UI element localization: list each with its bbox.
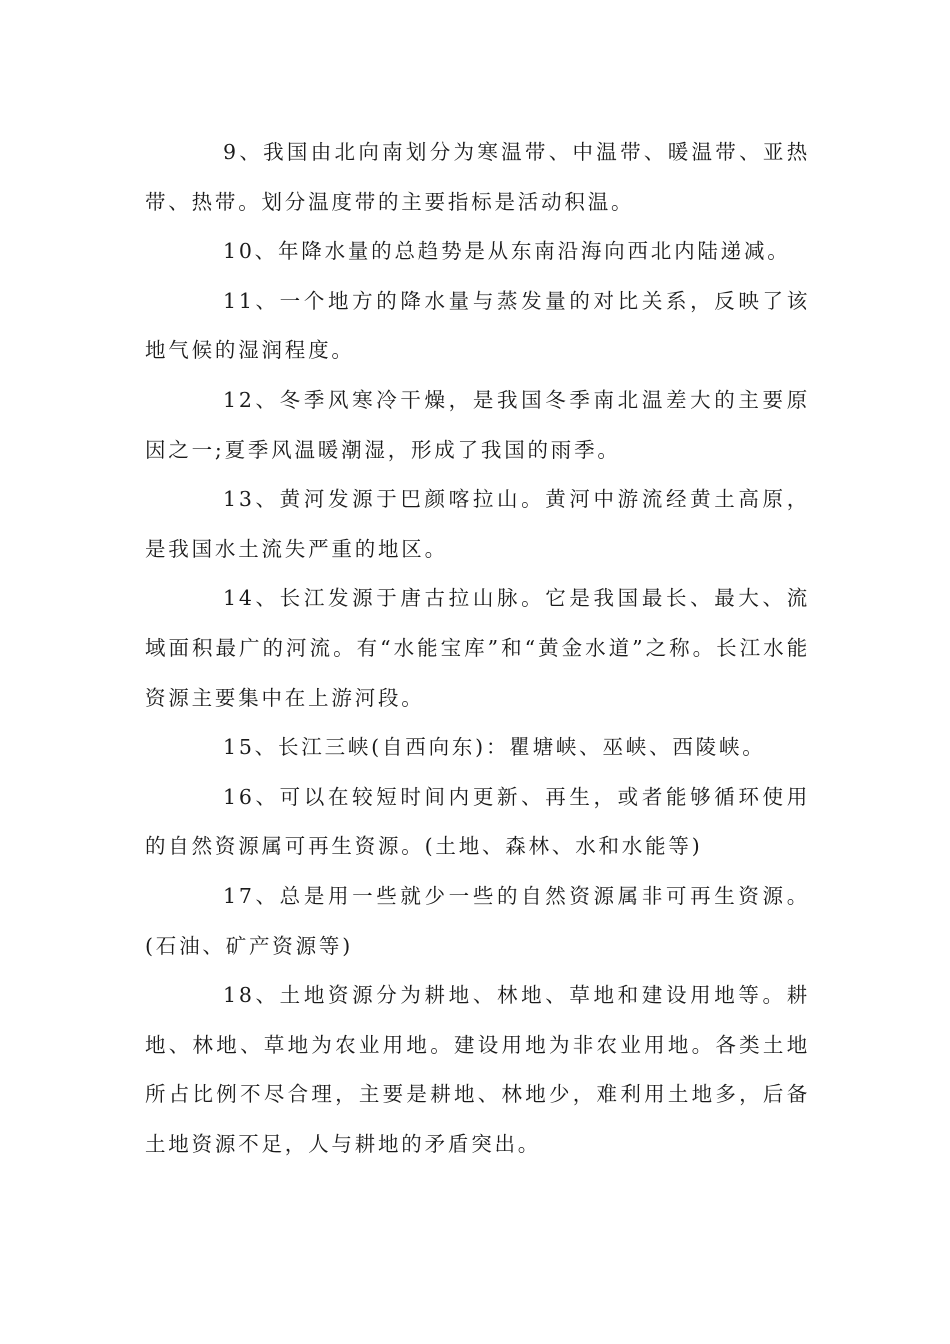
paragraph-14: 14、长江发源于唐古拉山脉。它是我国最长、最大、流域面积最广的河流。有“水能宝库”和“黄金水道”之称。长江水能资源主要集中在上游河段。	[145, 586, 810, 710]
document-body	[145, 128, 810, 1169]
paragraph-12: 12、冬季风寒冷干燥，是我国冬季南北温差大的主要原因之一;夏季风温暖潮湿，形成了我国的雨季。	[145, 387, 810, 462]
paragraph-18: 18、土地资源分为耕地、林地、草地和建设用地等。耕地、林地、草地为农业用地。建设用地为非农业用地。各类土地所占比例不尽合理，主要是耕地、林地少，难利用土地多，后备土地资源不足，人与耕地的矛盾突出。	[145, 983, 810, 1156]
paragraph-9: 9、我国由北向南划分为寒温带、中温带、暖温带、亚热带、热带。划分温度带的主要指标是活动积温。	[145, 140, 810, 214]
paragraph-15: 15、长江三峡(自西向东)：瞿塘峡、巫峡、西陵峡。	[223, 735, 766, 760]
paragraph-11: 11、一个地方的降水量与蒸发量的对比关系，反映了该地气候的湿润程度。	[145, 288, 810, 363]
paragraph-13: 13、黄河发源于巴颜喀拉山。黄河中游流经黄土高原，是我国水土流失严重的地区。	[145, 487, 810, 561]
paragraph-10: 10、年降水量的总趋势是从东南沿海向西北内陆递减。	[223, 239, 791, 264]
paragraph-17: 17、总是用一些就少一些的自然资源属非可再生资源。(石油、矿产资源等)	[145, 883, 810, 958]
paragraph-16: 16、可以在较短时间内更新、再生，或者能够循环使用的自然资源属可再生资源。(土地、森林、水和水能等)	[145, 784, 810, 859]
